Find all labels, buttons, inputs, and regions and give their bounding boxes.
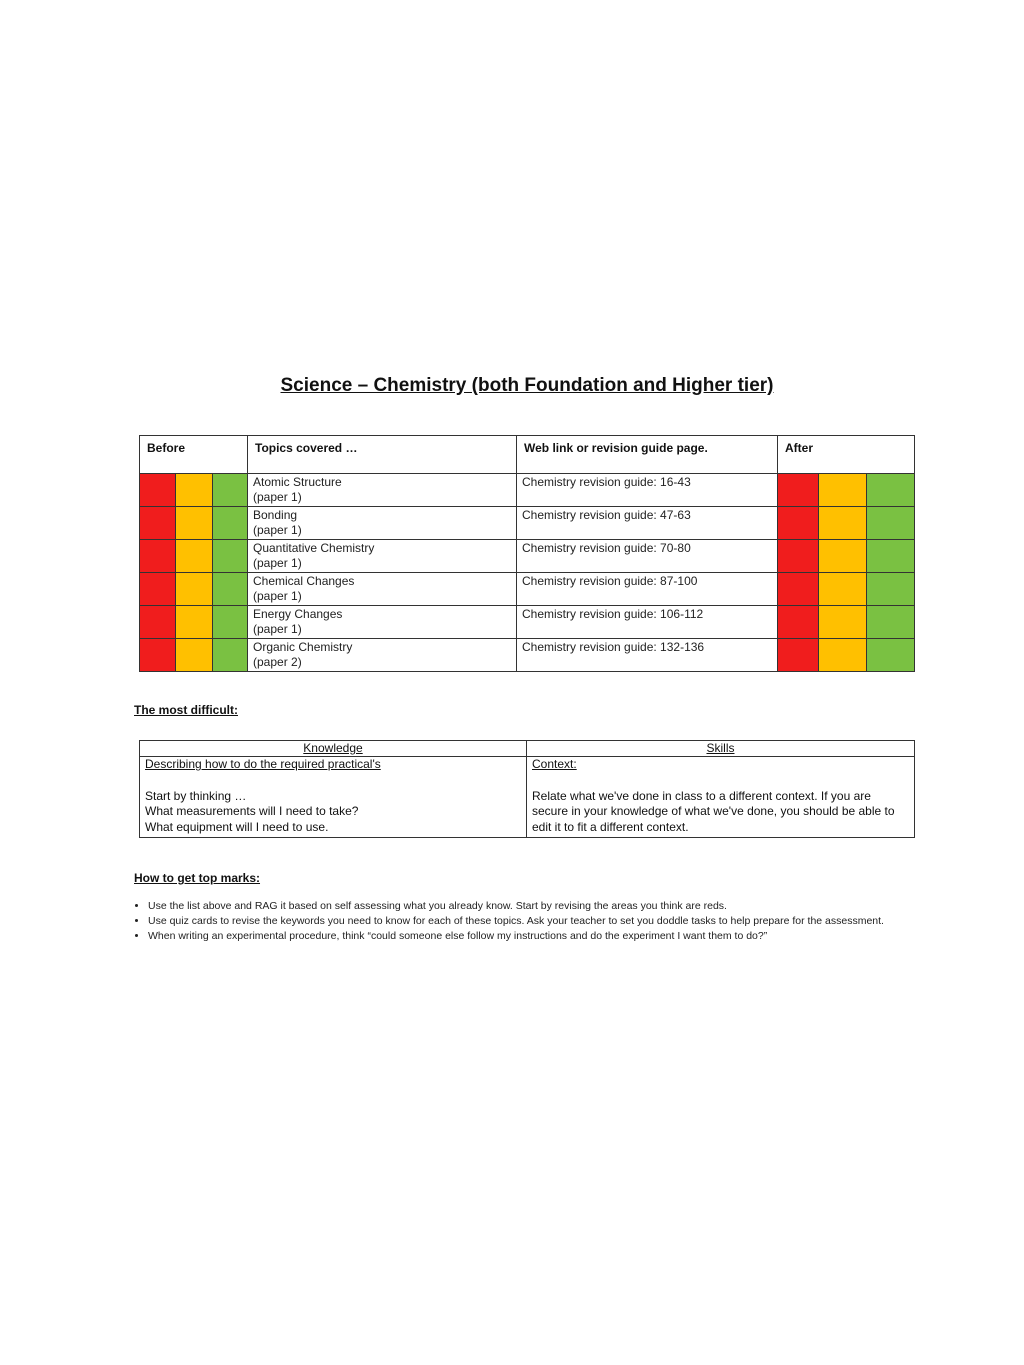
topic-paper: (paper 1) bbox=[253, 556, 302, 570]
after-green-cell[interactable] bbox=[867, 474, 915, 507]
before-red-cell[interactable] bbox=[140, 507, 176, 540]
rag-header-row bbox=[140, 436, 915, 474]
knowledge-line: What equipment will I need to use. bbox=[145, 819, 329, 834]
skills-text: Relate what we've done in class to a different context. If you are secure in your knowledge of what we've done, you should be able to edit it to fit a different context. bbox=[532, 788, 895, 834]
topic-name: Bonding bbox=[253, 508, 298, 522]
after-amber-cell[interactable] bbox=[819, 639, 867, 672]
knowledge-header: Knowledge bbox=[140, 741, 527, 757]
after-green-cell[interactable] bbox=[867, 507, 915, 540]
before-amber-cell[interactable] bbox=[176, 474, 213, 507]
before-green-cell[interactable] bbox=[213, 507, 248, 540]
top-marks-heading: How to get top marks: bbox=[134, 871, 261, 885]
before-green-cell[interactable] bbox=[213, 573, 248, 606]
before-red-cell[interactable] bbox=[140, 639, 176, 672]
skills-header: Skills bbox=[527, 741, 915, 757]
after-green-cell[interactable] bbox=[867, 639, 915, 672]
knowledge-line: What measurements will I need to take? bbox=[145, 804, 359, 818]
after-green-cell[interactable] bbox=[867, 606, 915, 639]
after-header: After bbox=[778, 436, 915, 474]
before-green-cell[interactable] bbox=[213, 474, 248, 507]
knowledge-line: Start by thinking … bbox=[145, 788, 247, 803]
page-title: Science – Chemistry (both Foundation and Higher tier) bbox=[280, 375, 774, 396]
before-header: Before bbox=[140, 436, 248, 474]
top-marks-list bbox=[134, 899, 908, 944]
before-red-cell[interactable] bbox=[140, 606, 176, 639]
before-amber-cell[interactable] bbox=[176, 639, 213, 672]
rag-table bbox=[139, 435, 915, 672]
revision-guide-cell: Chemistry revision guide: 47-63 bbox=[517, 507, 778, 540]
after-amber-cell[interactable] bbox=[819, 540, 867, 573]
topic-cell bbox=[248, 474, 517, 507]
revision-guide-cell: Chemistry revision guide: 132-136 bbox=[517, 639, 778, 672]
after-red-cell[interactable] bbox=[778, 639, 819, 672]
topic-cell bbox=[248, 639, 517, 672]
skills-cell bbox=[527, 757, 915, 838]
revision-guide-cell: Chemistry revision guide: 106-112 bbox=[517, 606, 778, 639]
table-row bbox=[140, 573, 915, 606]
revision-guide-cell: Chemistry revision guide: 16-43 bbox=[517, 474, 778, 507]
table-row bbox=[140, 507, 915, 540]
topic-cell bbox=[248, 507, 517, 540]
link-header: Web link or revision guide page. bbox=[517, 436, 778, 474]
topic-name: Quantitative Chemistry bbox=[253, 541, 375, 555]
after-amber-cell[interactable] bbox=[819, 474, 867, 507]
topic-paper: (paper 1) bbox=[253, 523, 302, 537]
table-row bbox=[140, 606, 915, 639]
list-item: • Use the list above and RAG it based on self assessing what you already know. Start by revising the areas you think are reds. bbox=[148, 899, 908, 914]
list-item: • When writing an experimental procedure, think “could someone else follow my instructions and do the experiment I want them to do?” bbox=[148, 929, 908, 944]
topic-name: Chemical Changes bbox=[253, 574, 355, 588]
kb-body-row bbox=[140, 757, 915, 838]
after-amber-cell[interactable] bbox=[819, 507, 867, 540]
topic-paper: (paper 1) bbox=[253, 490, 302, 504]
topic-paper: (paper 1) bbox=[253, 589, 302, 603]
topic-name: Atomic Structure bbox=[253, 475, 342, 489]
topic-cell bbox=[248, 573, 517, 606]
most-difficult-heading: The most difficult: bbox=[134, 703, 238, 717]
topic-paper: (paper 1) bbox=[253, 622, 302, 636]
knowledge-topic: Describing how to do the required practical's bbox=[145, 757, 381, 771]
revision-guide-cell: Chemistry revision guide: 70-80 bbox=[517, 540, 778, 573]
after-green-cell[interactable] bbox=[867, 573, 915, 606]
topics-header: Topics covered … bbox=[248, 436, 517, 474]
skills-topic: Context: bbox=[532, 757, 577, 771]
table-row bbox=[140, 540, 915, 573]
before-amber-cell[interactable] bbox=[176, 507, 213, 540]
topic-cell bbox=[248, 540, 517, 573]
kb-header-row bbox=[140, 741, 915, 757]
before-red-cell[interactable] bbox=[140, 573, 176, 606]
after-red-cell[interactable] bbox=[778, 507, 819, 540]
before-amber-cell[interactable] bbox=[176, 606, 213, 639]
after-amber-cell[interactable] bbox=[819, 573, 867, 606]
after-green-cell[interactable] bbox=[867, 540, 915, 573]
before-green-cell[interactable] bbox=[213, 606, 248, 639]
table-row bbox=[140, 639, 915, 672]
revision-guide-cell: Chemistry revision guide: 87-100 bbox=[517, 573, 778, 606]
after-red-cell[interactable] bbox=[778, 540, 819, 573]
before-green-cell[interactable] bbox=[213, 540, 248, 573]
after-amber-cell[interactable] bbox=[819, 606, 867, 639]
before-green-cell[interactable] bbox=[213, 639, 248, 672]
knowledge-cell bbox=[140, 757, 527, 838]
topic-name: Organic Chemistry bbox=[253, 640, 353, 654]
knowledge-skills-table bbox=[139, 740, 915, 838]
before-amber-cell[interactable] bbox=[176, 573, 213, 606]
before-red-cell[interactable] bbox=[140, 474, 176, 507]
after-red-cell[interactable] bbox=[778, 474, 819, 507]
before-red-cell[interactable] bbox=[140, 540, 176, 573]
after-red-cell[interactable] bbox=[778, 606, 819, 639]
topic-cell bbox=[248, 606, 517, 639]
list-item: • Use quiz cards to revise the keywords you need to know for each of these topics. Ask your teacher to set you doddle tasks to help prepare for the assessment. bbox=[148, 914, 908, 929]
after-red-cell[interactable] bbox=[778, 573, 819, 606]
topic-paper: (paper 2) bbox=[253, 655, 302, 669]
before-amber-cell[interactable] bbox=[176, 540, 213, 573]
table-row bbox=[140, 474, 915, 507]
topic-name: Energy Changes bbox=[253, 607, 343, 621]
